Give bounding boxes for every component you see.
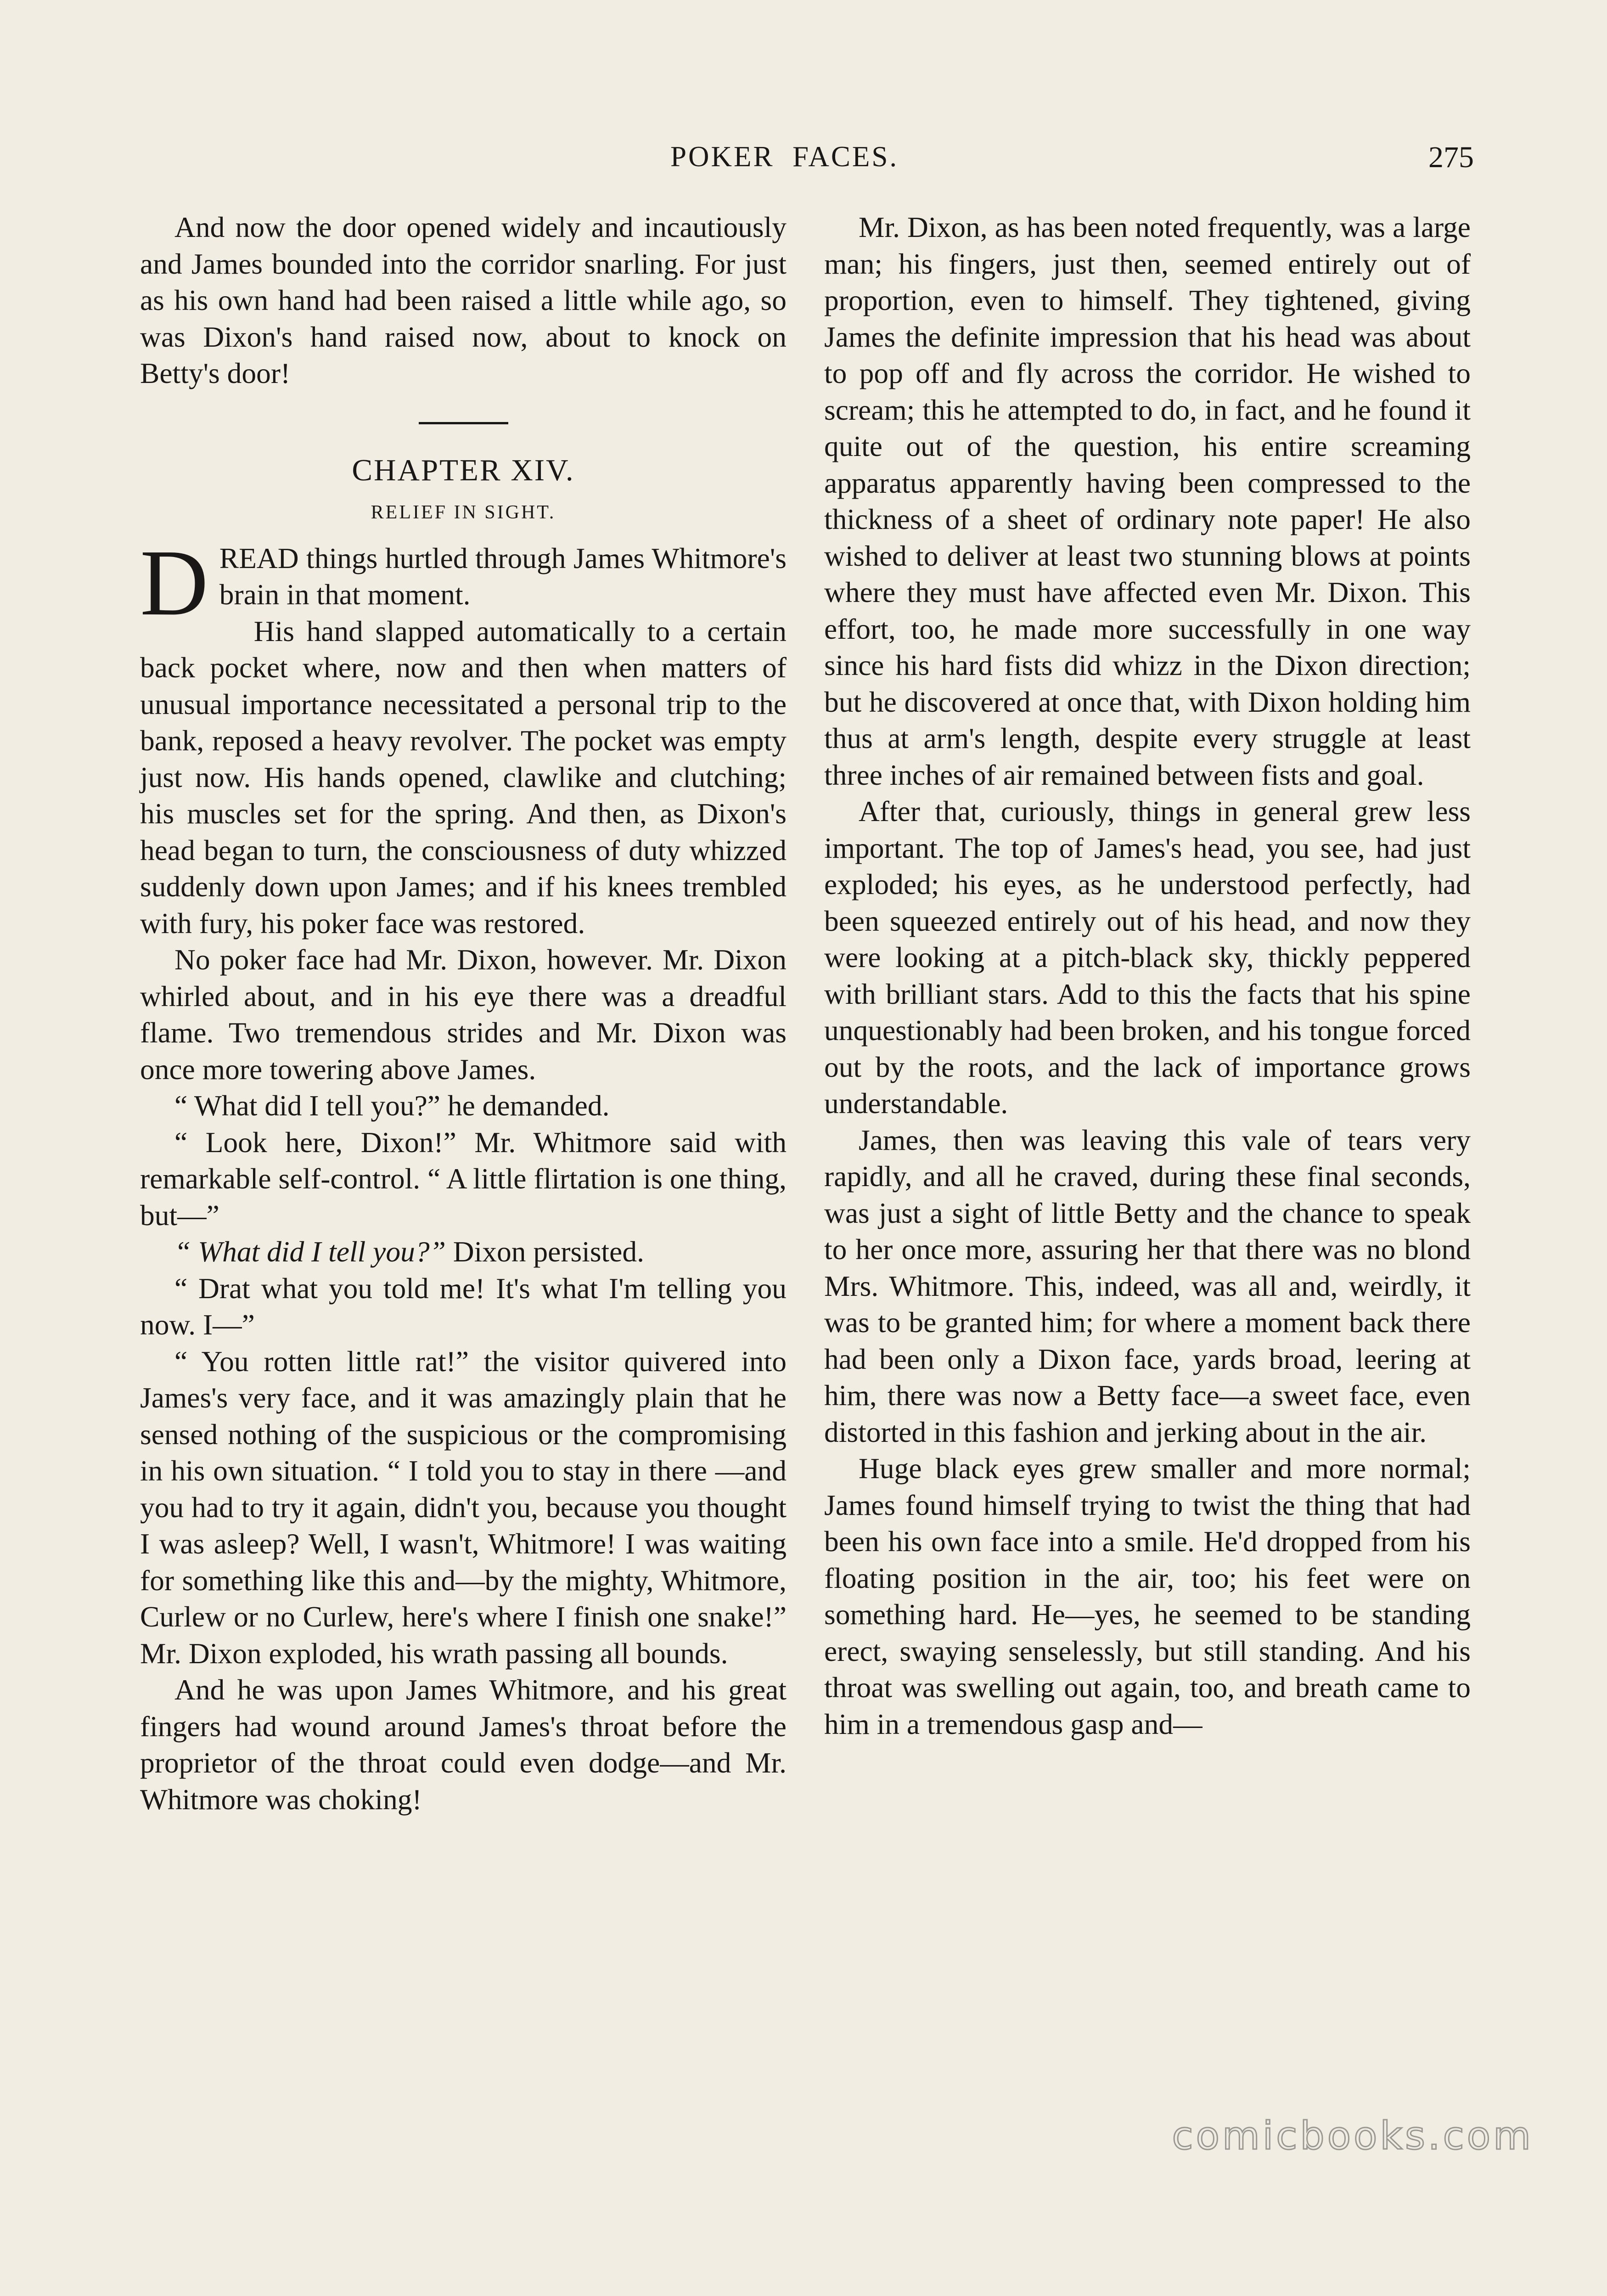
paragraph: “ Drat what you told me! It's what I'm telling you now. I—” [140, 1272, 787, 1341]
paragraph: “ Look here, Dixon!” Mr. Whitmore said with remarkable self-control. “ A little flirtation is one thing, but—” [140, 1125, 787, 1232]
paragraph-opening [140, 529, 787, 635]
left-column [140, 209, 787, 1818]
paragraph: No poker face had Mr. Dixon, however. Mr. Dixon whirled about, and in his eye there was a dreadful flame. Two tremendous strides and Mr. Dixon was once more towering above James. [140, 943, 787, 1086]
chapter-title: CHAPTER XIV. [352, 453, 575, 487]
page-number: 275 [1428, 141, 1474, 174]
paragraph-text: Dixon persisted. [445, 1235, 644, 1268]
paragraph: “ What did I tell you?” he demanded. [174, 1089, 610, 1122]
paragraph: James, then was leaving this vale of tears very rapidly, and all he craved, during these final seconds, was just a sight of little Betty and the chance to speak to her once more, assuring her that there was no blond Mrs. Whitmore. This, indeed, was all and, weirdly, it was to be granted him; for where a moment back there had been only a Dixon face, yards broad, leering at him, there was now a Betty face—a sweet face, even distorted in this fashion and jerking about in the air. [824, 1123, 1471, 1448]
chapter-subtitle: RELIEF IN SIGHT. [371, 501, 556, 523]
running-title: POKER FACES. [670, 141, 899, 173]
watermark: comicbooks.com [1172, 2113, 1534, 2158]
paragraph: His hand slapped automatically to a certain back pocket where, now and then when matters of unusual importance necessitated a personal trip to the bank, reposed a heavy revolver. The pocket was empty just now. His hands opened, clawlike and clutching; his muscles set for the spring. And then, as Dixon's head began to turn, the consciousness of duty whizzed suddenly down upon James; and if his knees trembled with fury, his poker face was restored. [140, 614, 787, 940]
right-column [824, 209, 1471, 1742]
paragraph: After that, curiously, things in general grew less important. The top of James's head, you see, had just exploded; his eyes, as he understood perfectly, had been squeezed entirely out of his head, and now they were looking at a pitch-black sky, thickly peppered with brilliant stars. Add to this the facts that his spine unquestionably had been broken, and his tongue forced out by the roots, and the lack of importance grows understandable. [824, 795, 1471, 1120]
paragraph: Mr. Dixon, as has been noted frequently, was a large man; his fingers, just then, seemed entirely out of proportion, even to himself. They tightened, giving James the definite impression that his head was about to pop off and fly across the corridor. He wished to scream; this he attempted to do, in fact, and he found it quite out of the question, his entire screaming apparatus apparently having been compressed to the thickness of a sheet of ordinary note paper! He also wished to deliver at least two stunning blows at points where they must have affected even Mr. Dixon. This effort, too, he made more successfully in one way since his hard fists did whizz in the Dixon direction; but he discovered at once that, with Dixon holding him thus at arm's length, despite every struggle at least three inches of air remained between fists and goal. [824, 211, 1471, 791]
paragraph: Huge black eyes grew smaller and more normal; James found himself trying to twist the thing that had been his own face into a smile. He'd dropped from his floating position in the air, too; his feet were on something hard. He—yes, he seemed to be standing erect, swaying senselessly, but still standing. And his throat was swelling out again, too, and breath came to him in a tremendous gasp and— [824, 1452, 1471, 1740]
section-rule [419, 422, 508, 424]
drop-cap: D [140, 529, 208, 635]
italic-quote: “ What did I tell you?” [174, 1235, 446, 1268]
paragraph-intro: And now the door opened widely and incautiously and James bounded into the corridor snarling. For just as his own hand had been raised a little while ago, so was Dixon's hand raised now, about to knock on Betty's door! [140, 211, 787, 389]
paragraph-opening-text: READ things hurtled through James Whitmore's brain in that moment. [219, 541, 787, 611]
paragraph [140, 1233, 787, 1270]
paragraph: And he was upon James Whitmore, and his great fingers had wound around James's throat before the proprietor of the throat could even dodge—and Mr. Whitmore was choking! [140, 1673, 787, 1816]
running-head [670, 140, 1474, 186]
paragraph: “ You rotten little rat!” the visitor quivered into James's very face, and it was amazingly plain that he sensed nothing of the suspicious or the compromising in his own situation. “ I told you to stay in there —and you had to try it again, didn't you, because you thought I was asleep? Well, I wasn't, Whitmore! I was waiting for something like this and—by the mighty, Whitmore, Curlew or no Curlew, here's where I finish one snake!” Mr. Dixon exploded, his wrath passing all bounds. [140, 1345, 787, 1670]
